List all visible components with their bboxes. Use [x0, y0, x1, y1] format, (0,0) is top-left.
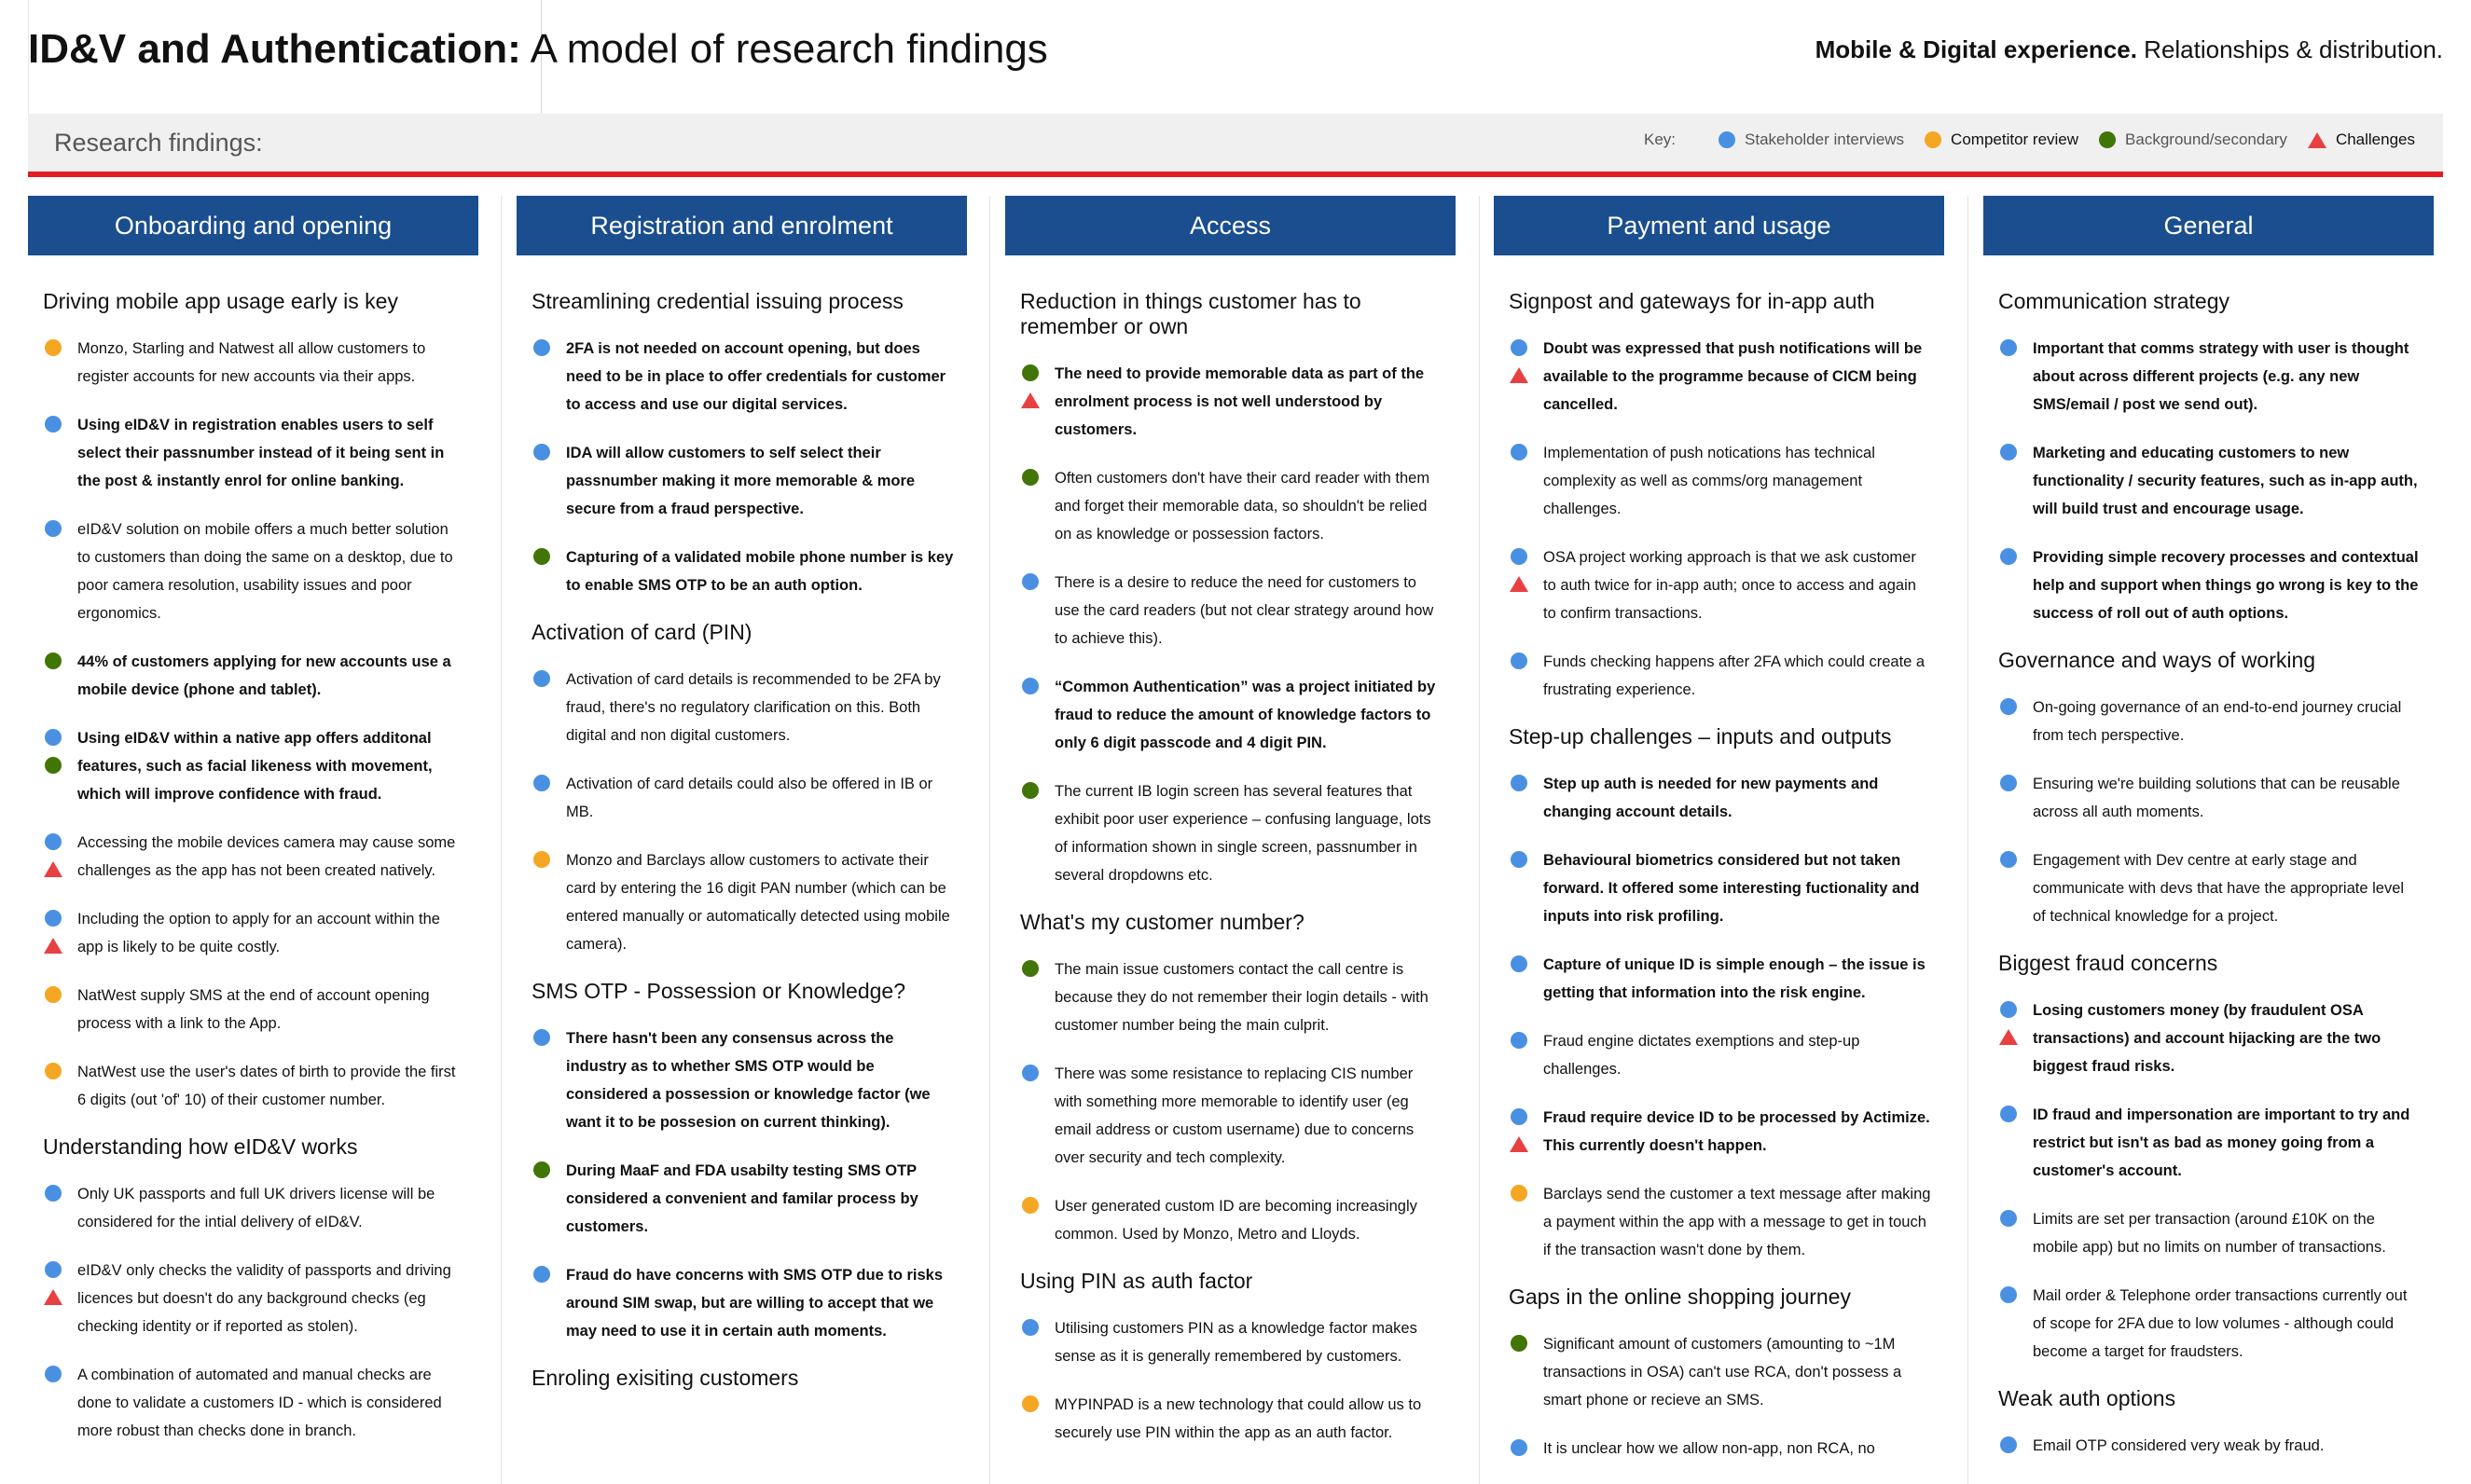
finding-markers — [45, 729, 62, 774]
column-divider — [989, 196, 990, 1484]
blue-dot-icon — [2000, 1210, 2017, 1227]
finding-item — [1494, 1180, 1944, 1264]
finding-text: 44% of customers applying for new accounts use a mobile device (phone and tablet). — [77, 653, 451, 698]
warning-triangle-icon — [2308, 132, 2326, 148]
finding-text: Monzo and Barclays allow customers to activate their card by entering the 16 digit PAN number (which can be entered manually or automatically detected using mobile camera). — [566, 852, 950, 953]
section-title: Enroling exisiting customers — [531, 1366, 799, 1390]
blue-dot-icon — [533, 339, 550, 356]
finding-markers — [533, 1161, 550, 1178]
page-subtitle — [1815, 35, 2443, 64]
blue-dot-icon — [45, 1185, 62, 1202]
finding-markers — [533, 670, 550, 687]
column-body — [1494, 255, 1944, 1463]
finding-markers — [2000, 1106, 2017, 1122]
finding-text: Mail order & Telephone order transactions currently out of scope for 2FA due to low volumes - although could become a target for fraudsters. — [2033, 1287, 2408, 1360]
green-dot-icon — [1022, 960, 1039, 977]
orange-dot-icon — [45, 986, 62, 1003]
finding-item — [1494, 439, 1944, 523]
finding-item — [1983, 543, 2434, 627]
blue-dot-icon — [2000, 1001, 2017, 1018]
finding-text: There is a desire to reduce the need for customers to use the card readers (but not clear strategy around how to achieve this). — [1055, 574, 1434, 647]
page-title-bold: ID&V and Authentication: — [28, 26, 521, 72]
finding-text: The need to provide memorable data as part of the enrolment process is not well understood by customers. — [1055, 365, 1425, 438]
finding-text: Providing simple recovery processes and contextual help and support when things go wrong is key to the success of roll out of auth options. — [2033, 549, 2419, 622]
finding-text: Email OTP considered very weak by fraud. — [2033, 1437, 2325, 1454]
finding-text: Barclays send the customer a text message after making a payment within the app with a message to get in touch if the transaction wasn't done by them. — [1543, 1186, 1931, 1258]
section-title: Communication strategy — [1998, 289, 2229, 313]
finding-markers — [2000, 1001, 2018, 1045]
blue-dot-icon — [1511, 775, 1527, 791]
finding-item — [28, 1361, 478, 1445]
finding-item — [28, 1257, 478, 1340]
finding-text: “Common Authentication” was a project initiated by fraud to reduce the amount of knowledge factors to only 6 digit passcode and 4 digit PIN. — [1055, 679, 1436, 751]
finding-text: On-going governance of an end-to-end journey crucial from tech perspective. — [2033, 699, 2402, 744]
blue-dot-icon — [45, 1261, 62, 1278]
finding-item — [517, 770, 967, 826]
finding-text: Doubt was expressed that push notifications will be available to the programme because of CICM being cancelled. — [1543, 340, 1923, 413]
finding-markers — [1511, 444, 1527, 460]
blue-dot-icon — [533, 1266, 550, 1283]
column-general — [1983, 196, 2434, 1484]
section-title: Biggest fraud concerns — [1998, 951, 2218, 975]
finding-item — [1494, 1435, 1944, 1463]
finding-markers — [1022, 1395, 1039, 1412]
section-title: Gaps in the online shopping journey — [1509, 1285, 1851, 1309]
finding-text: The main issue customers contact the call centre is because they do not remember their login details - with customer number being the main culprit. — [1055, 961, 1429, 1034]
column-onboarding-and-opening — [28, 196, 478, 1484]
finding-text: NatWest use the user's dates of birth to provide the first 6 digits (out 'of' 10) of their customer number. — [77, 1064, 456, 1108]
finding-text: Step up auth is needed for new payments and changing account details. — [1543, 776, 1879, 820]
finding-markers — [1022, 1065, 1039, 1081]
finding-text: Monzo, Starling and Natwest all allow customers to register accounts for new accounts via their apps. — [77, 340, 426, 385]
finding-item — [28, 1180, 478, 1236]
finding-markers — [2000, 1286, 2017, 1303]
finding-item — [1983, 335, 2434, 419]
section-title: Step-up challenges – inputs and outputs — [1509, 724, 1892, 749]
finding-markers — [1022, 1319, 1039, 1336]
column-payment-and-usage — [1494, 196, 1944, 1484]
green-dot-icon — [1022, 782, 1039, 799]
orange-dot-icon — [1511, 1185, 1527, 1202]
finding-markers — [1511, 1185, 1527, 1202]
blue-dot-icon — [2000, 1286, 2017, 1303]
section-title: Governance and ways of working — [1998, 648, 2316, 672]
finding-item — [517, 439, 967, 523]
finding-item — [1005, 777, 1456, 889]
section-title: Understanding how eID&V works — [43, 1134, 358, 1159]
finding-text: Often customers don't have their card reader with them and forget their memorable data, so shouldn't be relied on as knowledge or possession factors. — [1055, 470, 1430, 543]
legend-label: Stakeholder interviews — [1745, 131, 1905, 148]
blue-dot-icon — [1511, 851, 1527, 868]
legend-key — [1644, 131, 2415, 149]
finding-item — [1494, 770, 1944, 826]
orange-dot-icon — [45, 1063, 62, 1079]
finding-markers — [1511, 1108, 1528, 1152]
legend-item-background — [2099, 131, 2287, 149]
finding-markers — [1022, 573, 1039, 590]
legend-label: Competitor review — [1951, 131, 2079, 148]
section-title: Weak auth options — [1998, 1386, 2176, 1410]
finding-markers — [45, 1261, 62, 1305]
finding-markers — [533, 339, 550, 356]
blue-dot-icon — [1511, 1032, 1527, 1049]
finding-item — [1983, 770, 2434, 826]
finding-markers — [1022, 1197, 1039, 1214]
finding-item — [1005, 1314, 1456, 1370]
blue-dot-icon — [1511, 444, 1527, 460]
green-dot-icon — [45, 757, 62, 774]
blue-dot-icon — [45, 729, 62, 746]
section-title: Signpost and gateways for in-app auth — [1509, 289, 1875, 313]
orange-dot-icon — [533, 851, 550, 868]
section-title: Driving mobile app usage early is key — [43, 289, 398, 313]
finding-markers — [45, 1063, 62, 1079]
warning-triangle-icon — [44, 1289, 62, 1305]
finding-markers — [2000, 698, 2017, 715]
green-dot-icon — [2099, 131, 2116, 148]
finding-text: NatWest supply SMS at the end of account opening process with a link to the App. — [77, 987, 430, 1032]
column-header: General — [1983, 196, 2434, 255]
finding-text: Funds checking happens after 2FA which could create a frustrating experience. — [1543, 653, 1926, 698]
finding-item — [517, 666, 967, 749]
finding-text: Implementation of push notications has technical complexity as well as comms/org management challenges. — [1543, 445, 1875, 517]
finding-item — [1494, 648, 1944, 704]
finding-text: There was some resistance to replacing CIS number with something more memorable to identify user (eg email address or custom username) due to concerns over security and tech complexity. — [1055, 1065, 1415, 1166]
finding-markers — [1511, 339, 1528, 383]
blue-dot-icon — [1511, 653, 1527, 669]
finding-markers — [1022, 960, 1039, 977]
finding-item — [1983, 1205, 2434, 1261]
orange-dot-icon — [45, 339, 62, 356]
blue-dot-icon — [533, 444, 550, 460]
finding-markers — [1022, 364, 1040, 408]
finding-markers — [2000, 339, 2017, 356]
legend-item-challenges — [2308, 131, 2415, 149]
legend-item-competitor — [1925, 131, 2078, 149]
warning-triangle-icon — [44, 861, 62, 877]
column-registration-and-enrolment — [517, 196, 967, 1484]
green-dot-icon — [533, 548, 550, 565]
finding-markers — [1511, 1335, 1527, 1352]
blue-dot-icon — [2000, 444, 2017, 460]
blue-dot-icon — [1511, 1108, 1527, 1125]
finding-markers — [533, 851, 550, 868]
finding-text: 2FA is not needed on account opening, but does need to be in place to offer credentials for customer to access and use our digital services. — [566, 340, 946, 413]
finding-text: Only UK passports and full UK drivers license will be considered for the intial delivery of eID&V. — [77, 1186, 435, 1230]
green-dot-icon — [1022, 364, 1039, 381]
finding-text: Significant amount of customers (amounting to ~1M transactions in OSA) can't use RCA, don't possess a smart phone or recieve an SMS. — [1543, 1336, 1902, 1408]
finding-markers — [1511, 653, 1527, 669]
finding-text: eID&V only checks the validity of passports and driving licences but doesn't do any background checks (eg checking identity or if reported as stolen). — [77, 1262, 451, 1335]
column-divider — [1479, 196, 1480, 1484]
finding-markers — [1511, 851, 1527, 868]
finding-text: Important that comms strategy with user is thought about across different projects (e.g. any new SMS/email / post we send out). — [2033, 340, 2409, 413]
warning-triangle-icon — [1510, 1136, 1528, 1152]
finding-item — [28, 982, 478, 1037]
blue-dot-icon — [1022, 678, 1039, 694]
column-access — [1005, 196, 1456, 1484]
section-title: Activation of card (PIN) — [531, 620, 752, 644]
finding-item — [1983, 1282, 2434, 1366]
warning-triangle-icon — [1510, 367, 1528, 383]
blue-dot-icon — [1022, 1065, 1039, 1081]
finding-text: Using eID&V in registration enables users to self select their passnumber instead of it being sent in the post & instantly enrol for online banking. — [77, 417, 445, 489]
blue-dot-icon — [1511, 1439, 1527, 1456]
finding-text: Ensuring we're building solutions that can be reusable across all auth moments. — [2033, 776, 2400, 820]
finding-text: Limits are set per transaction (around £10K on the mobile app) but no limits on number of transactions. — [2033, 1211, 2386, 1256]
finding-text: Using eID&V within a native app offers additonal features, such as facial likeness with movement, which will improve confidence with fraud. — [77, 730, 433, 803]
column-header: Payment and usage — [1494, 196, 1944, 255]
finding-item — [1494, 335, 1944, 419]
blue-dot-icon — [1719, 131, 1735, 148]
finding-text: Capture of unique ID is simple enough – the issue is getting that information into the risk engine. — [1543, 956, 1926, 1001]
finding-markers — [2000, 1436, 2017, 1453]
blue-dot-icon — [1511, 548, 1527, 565]
blue-dot-icon — [45, 520, 62, 537]
finding-text: ID fraud and impersonation are important to try and restrict but isn't as bad as money going from a customer's account. — [2033, 1106, 2410, 1179]
blue-dot-icon — [45, 416, 62, 433]
finding-markers — [45, 416, 62, 433]
findings-label: Research findings: — [54, 129, 263, 157]
green-dot-icon — [45, 653, 62, 669]
finding-text: The current IB login screen has several features that exhibit poor user experience – confusing language, lots of information shown in single screen, passnumber in several dropdowns etc. — [1055, 783, 1431, 884]
finding-item — [28, 905, 478, 961]
green-dot-icon — [533, 1161, 550, 1178]
finding-markers — [1511, 775, 1527, 791]
finding-item — [28, 1058, 478, 1114]
finding-text: There hasn't been any consensus across the industry as to whether SMS OTP would be considered a possession or knowledge factor (we want it to be possesion on current thinking). — [566, 1030, 931, 1131]
findings-bar — [28, 114, 2443, 177]
blue-dot-icon — [533, 775, 550, 791]
column-body — [28, 255, 478, 1445]
finding-markers — [533, 775, 550, 791]
finding-item — [28, 648, 478, 704]
warning-triangle-icon — [44, 938, 62, 954]
finding-markers — [533, 1029, 550, 1046]
orange-dot-icon — [1925, 131, 1941, 148]
finding-item — [1005, 1391, 1456, 1447]
finding-markers — [45, 986, 62, 1003]
finding-markers — [1022, 678, 1039, 694]
blue-dot-icon — [45, 833, 62, 850]
blue-dot-icon — [2000, 775, 2017, 791]
column-body — [517, 255, 967, 1391]
finding-text: Activation of card details could also be offered in IB or MB. — [566, 776, 933, 820]
finding-item — [1005, 464, 1456, 548]
finding-item — [1005, 1060, 1456, 1172]
blue-dot-icon — [2000, 1436, 2017, 1453]
finding-item — [28, 411, 478, 495]
warning-triangle-icon — [1510, 576, 1528, 592]
finding-item — [1983, 439, 2434, 523]
finding-item — [517, 1157, 967, 1241]
column-header: Access — [1005, 196, 1456, 255]
finding-markers — [1511, 1032, 1527, 1049]
blue-dot-icon — [533, 670, 550, 687]
finding-text: Including the option to apply for an account within the app is likely to be quite costly. — [77, 911, 440, 955]
finding-text: Behavioural biometrics considered but not taken forward. It offered some interesting fuctionality and inputs into risk profiling. — [1543, 852, 1920, 925]
finding-markers — [533, 444, 550, 460]
finding-markers — [1022, 469, 1039, 486]
blue-dot-icon — [1022, 573, 1039, 590]
finding-item — [1983, 694, 2434, 749]
warning-triangle-icon — [1999, 1029, 2018, 1045]
finding-text: Engagement with Dev centre at early stage and communicate with devs that have the appropriate level of technical knowledge for a project. — [2033, 852, 2405, 925]
page-title-rest: A model of research findings — [520, 26, 1048, 72]
blue-dot-icon — [1511, 339, 1527, 356]
finding-markers — [45, 1185, 62, 1202]
finding-item — [1005, 569, 1456, 653]
finding-markers — [45, 833, 62, 877]
finding-item — [1005, 360, 1456, 444]
finding-text: MYPINPAD is a new technology that could allow us to securely use PIN within the app as an auth factor. — [1055, 1396, 1422, 1441]
legend-item-stakeholder — [1719, 131, 1904, 149]
finding-markers — [2000, 548, 2017, 565]
finding-text: During MaaF and FDA usabilty testing SMS OTP considered a convenient and familar process by customers. — [566, 1162, 918, 1235]
green-dot-icon — [1511, 1335, 1527, 1352]
section-title: What's my customer number? — [1020, 910, 1305, 934]
finding-text: Losing customers money (by fraudulent OSA transactions) and account hijacking are the two biggest fraud risks. — [2033, 1002, 2381, 1075]
finding-text: Fraud require device ID to be processed by Actimize. This currently doesn't happen. — [1543, 1109, 1930, 1154]
blue-dot-icon — [1511, 955, 1527, 972]
finding-markers — [45, 653, 62, 669]
finding-text: Fraud engine dictates exemptions and step-up challenges. — [1543, 1033, 1860, 1078]
finding-item — [1983, 1101, 2434, 1185]
section-title: Using PIN as auth factor — [1020, 1269, 1253, 1293]
finding-text: OSA project working approach is that we ask customer to auth twice for in-app auth; once to access and again to confirm transactions. — [1543, 549, 1916, 622]
finding-item — [1494, 846, 1944, 930]
finding-markers — [2000, 851, 2017, 868]
finding-markers — [1511, 955, 1527, 972]
warning-triangle-icon — [1021, 392, 1040, 408]
column-body — [1005, 255, 1456, 1447]
finding-item — [517, 543, 967, 599]
finding-markers — [45, 520, 62, 537]
finding-item — [517, 335, 967, 419]
legend-label: Background/secondary — [2125, 131, 2287, 148]
finding-text: Utilising customers PIN as a knowledge factor makes sense as it is generally remembered by customers. — [1055, 1320, 1417, 1365]
column-body — [1983, 255, 2434, 1460]
finding-markers — [2000, 775, 2017, 791]
finding-item — [1983, 1432, 2434, 1460]
finding-item — [1494, 951, 1944, 1007]
blue-dot-icon — [2000, 698, 2017, 715]
finding-text: User generated custom ID are becoming increasingly common. Used by Monzo, Metro and Lloyds. — [1055, 1198, 1417, 1243]
blue-dot-icon — [2000, 339, 2017, 356]
green-dot-icon — [1022, 469, 1039, 486]
finding-item — [1983, 846, 2434, 930]
finding-markers — [45, 910, 62, 954]
finding-markers — [1511, 1439, 1527, 1456]
finding-item — [517, 846, 967, 958]
page-title — [28, 26, 1048, 73]
finding-markers — [1022, 782, 1039, 799]
finding-text: Accessing the mobile devices camera may cause some challenges as the app has not been created natively. — [77, 834, 456, 879]
blue-dot-icon — [533, 1029, 550, 1046]
finding-item — [28, 515, 478, 627]
finding-item — [1983, 996, 2434, 1080]
finding-markers — [533, 548, 550, 565]
finding-item — [28, 335, 478, 391]
section-title: Reduction in things customer has to remember or own — [1020, 289, 1361, 338]
finding-text: IDA will allow customers to self select their passnumber making it more memorable & more secure from a fraud perspective. — [566, 445, 916, 517]
column-divider — [1967, 196, 1968, 1484]
finding-item — [517, 1024, 967, 1136]
finding-item — [28, 724, 478, 808]
page-subtitle-bold: Mobile & Digital experience. — [1815, 35, 2137, 63]
finding-item — [1005, 673, 1456, 757]
column-header: Onboarding and opening — [28, 196, 478, 255]
finding-text: Marketing and educating customers to new functionality / security features, such as in-app auth, will build trust and encourage usage. — [2033, 445, 2418, 517]
blue-dot-icon — [45, 1366, 62, 1382]
blue-dot-icon — [45, 910, 62, 927]
finding-text: A combination of automated and manual checks are done to validate a customers ID - which is considered more robust than checks done in branch. — [77, 1367, 442, 1439]
finding-text: Activation of card details is recommended to be 2FA by fraud, there's no regulatory clarification on this. Both digital and non digital customers. — [566, 671, 941, 744]
finding-text: Fraud do have concerns with SMS OTP due to risks around SIM swap, but are willing to accept that we may need to use it in certain auth moments. — [566, 1267, 944, 1340]
blue-dot-icon — [2000, 548, 2017, 565]
finding-markers — [2000, 444, 2017, 460]
legend-label: Challenges — [2335, 131, 2415, 148]
orange-dot-icon — [1022, 1197, 1039, 1214]
finding-markers — [2000, 1210, 2017, 1227]
blue-dot-icon — [2000, 851, 2017, 868]
finding-text: eID&V solution on mobile offers a much better solution to customers than doing the same on a desktop, due to poor camera resolution, usability issues and poor ergonomics. — [77, 521, 453, 622]
finding-markers — [1511, 548, 1528, 592]
finding-markers — [45, 1366, 62, 1382]
orange-dot-icon — [1022, 1395, 1039, 1412]
blue-dot-icon — [1022, 1319, 1039, 1336]
section-title: SMS OTP - Possession or Knowledge? — [531, 979, 905, 1003]
finding-markers — [45, 339, 62, 356]
legend-key-title: Key: — [1643, 131, 1677, 148]
finding-item — [1494, 543, 1944, 627]
section-title: Streamlining credential issuing process — [531, 289, 904, 313]
finding-text: Capturing of a validated mobile phone number is key to enable SMS OTP to be an auth option. — [566, 549, 954, 594]
page-subtitle-rest: Relationships & distribution. — [2136, 35, 2443, 63]
column-divider — [501, 196, 502, 1484]
blue-dot-icon — [2000, 1106, 2017, 1122]
finding-item — [517, 1261, 967, 1345]
finding-item — [1005, 1192, 1456, 1248]
finding-item — [1494, 1027, 1944, 1083]
finding-markers — [533, 1266, 550, 1283]
finding-text: It is unclear how we allow non-app, non RCA, no — [1543, 1440, 1875, 1457]
column-header: Registration and enrolment — [517, 196, 967, 255]
finding-item — [1005, 955, 1456, 1039]
finding-item — [1494, 1104, 1944, 1160]
finding-item — [1494, 1330, 1944, 1414]
finding-item — [28, 829, 478, 885]
